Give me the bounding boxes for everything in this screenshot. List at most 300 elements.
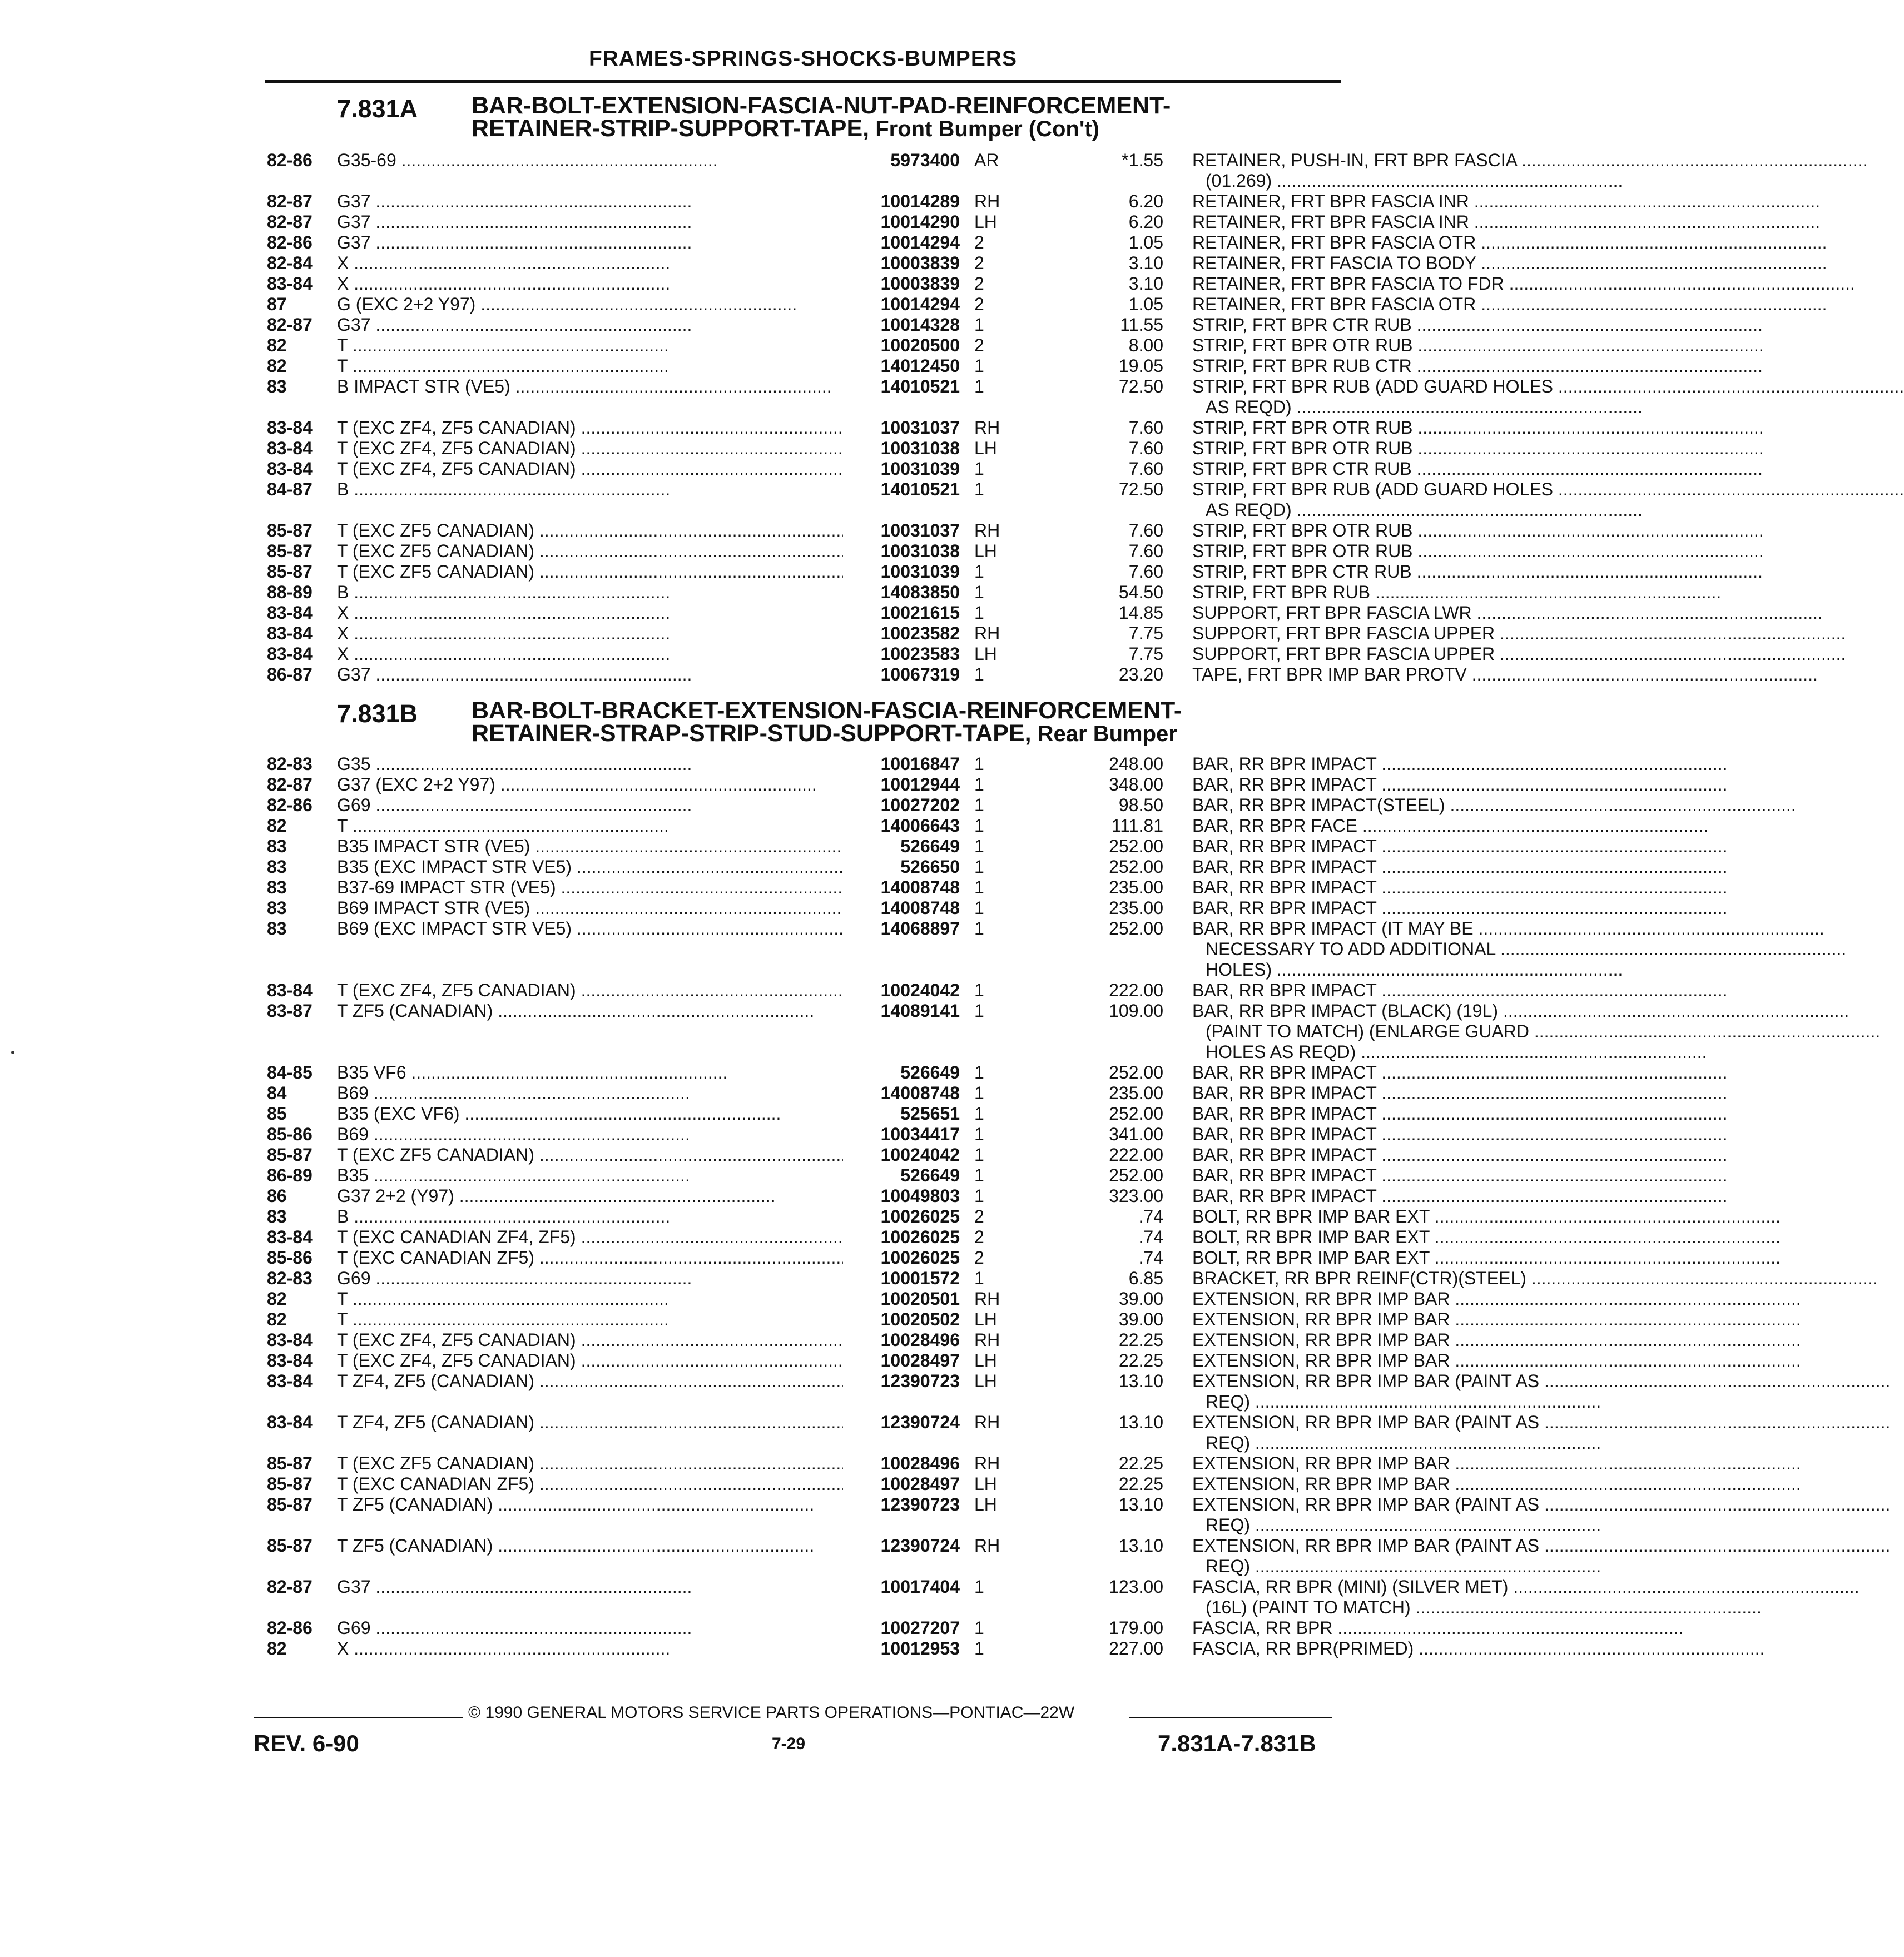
quantity: 1	[974, 754, 984, 774]
part-number: 12390723	[843, 1494, 960, 1515]
model-year: 82-86	[267, 150, 313, 170]
description	[1192, 1227, 1603, 1248]
model-code: T (EXC ZF4, ZF5 CANADIAN) .....	[337, 418, 898, 438]
model-code: T (EXC ZF5 CANADIAN) .....	[337, 562, 898, 582]
part-number: 10024042	[843, 1145, 960, 1165]
description-text: BAR, RR BPR IMPACT .....	[1192, 1062, 1603, 1083]
model-year: 86-89	[267, 1165, 313, 1185]
table-row	[265, 1268, 1526, 1289]
page-number: 7-29	[772, 1735, 806, 1753]
quantity: 1	[974, 1145, 984, 1165]
quantity: LH	[974, 1474, 997, 1494]
model-year: 85-87	[267, 520, 313, 540]
table-row	[265, 1309, 1450, 1330]
model-code: B37-69 IMPACT STR (VE5) .....	[337, 877, 898, 898]
part-number: 10067319	[843, 664, 960, 685]
quantity: LH	[974, 644, 997, 664]
table-row	[265, 459, 1412, 479]
part-number: 10031037	[843, 418, 960, 438]
model-year: 84	[267, 1083, 287, 1103]
model-code: X .....	[337, 1638, 898, 1659]
section-title	[472, 92, 1317, 142]
description	[1192, 479, 1603, 520]
quantity: 1	[974, 664, 984, 684]
description	[1192, 857, 1603, 877]
price: 13.10	[1118, 1536, 1163, 1556]
price: .74	[1138, 1248, 1163, 1268]
price: 111.81	[1111, 816, 1163, 836]
description-continuation: REQ) .....	[1192, 1515, 1603, 1536]
part-number: 10026025	[843, 1248, 960, 1268]
model-year: 82	[267, 356, 287, 376]
description-text: BAR, RR BPR IMPACT .....	[1192, 877, 1603, 898]
description-text: STRIP, FRT BPR CTR RUB .....	[1192, 315, 1603, 335]
description	[1192, 520, 1603, 541]
description	[1192, 562, 1603, 582]
quantity: 1	[974, 1638, 984, 1658]
table-row	[265, 816, 1357, 836]
description	[1192, 1124, 1603, 1145]
part-number: 10023583	[843, 644, 960, 664]
description	[1192, 795, 1603, 816]
parts-table-front	[265, 150, 1554, 685]
table-row	[265, 191, 1469, 212]
price: 13.10	[1118, 1371, 1163, 1391]
description	[1192, 980, 1603, 1001]
description	[1192, 582, 1603, 603]
quantity: 1	[974, 1083, 984, 1103]
model-code: T (EXC ZF5 CANADIAN) .....	[337, 1145, 898, 1165]
description-text: STRIP, FRT BPR OTR RUB .....	[1192, 520, 1603, 541]
description	[1192, 644, 1603, 664]
price: 323.00	[1109, 1186, 1163, 1206]
price: 123.00	[1109, 1577, 1163, 1597]
part-number: 14068897	[843, 918, 960, 939]
quantity: RH	[974, 1536, 1000, 1556]
model-year: 82	[267, 1309, 287, 1329]
model-year: 82-87	[267, 315, 313, 335]
table-row	[265, 1577, 1509, 1618]
part-number: 526649	[843, 836, 960, 857]
price: 11.55	[1120, 315, 1163, 335]
model-code: X .....	[337, 603, 898, 623]
quantity: 1	[974, 918, 984, 938]
model-code: B IMPACT STR (VE5) .....	[337, 376, 898, 397]
description-continuation: (01.269) .....	[1192, 171, 1603, 191]
table-row	[265, 1453, 1450, 1474]
price: 252.00	[1109, 1104, 1163, 1124]
quantity: 2	[974, 294, 984, 314]
quantity: 1	[974, 898, 984, 918]
description	[1192, 664, 1603, 685]
description-continuation: (PAINT TO MATCH) (ENLARGE GUARD .....	[1192, 1021, 1603, 1042]
quantity: RH	[974, 418, 1000, 438]
description-text: EXTENSION, RR BPR IMP BAR .....	[1192, 1309, 1603, 1330]
description-text: TAPE, FRT BPR IMP BAR PROTV .....	[1192, 664, 1603, 685]
description-text: STRIP, FRT BPR RUB .....	[1192, 582, 1603, 603]
description	[1192, 1104, 1603, 1124]
quantity: 1	[974, 315, 984, 335]
model-code: T (EXC ZF4, ZF5 CANADIAN) .....	[337, 980, 898, 1001]
description	[1192, 418, 1603, 438]
model-code: X .....	[337, 274, 898, 294]
model-year: 84-87	[267, 479, 313, 499]
model-code: T (EXC ZF4, ZF5 CANADIAN) .....	[337, 1330, 898, 1350]
part-number: 14006643	[843, 816, 960, 836]
description-text: BAR, RR BPR IMPACT .....	[1192, 1124, 1603, 1145]
price: 252.00	[1109, 918, 1163, 938]
quantity: 2	[974, 232, 984, 252]
table-row	[265, 857, 1377, 877]
description	[1192, 603, 1603, 623]
description-text: RETAINER, FRT BPR FASCIA OTR .....	[1192, 232, 1603, 253]
table-row	[265, 212, 1469, 232]
quantity: 1	[974, 603, 984, 623]
model-code: B35 VF6 .....	[337, 1062, 898, 1083]
price: *1.55	[1122, 150, 1163, 170]
quantity: RH	[974, 191, 1000, 211]
model-code: T .....	[337, 356, 898, 376]
table-row	[265, 1330, 1450, 1350]
price: 222.00	[1109, 1145, 1163, 1165]
price: 227.00	[1109, 1638, 1163, 1658]
model-year: 83-84	[267, 274, 313, 294]
model-code: T .....	[337, 1289, 898, 1309]
model-code: B69 (EXC IMPACT STR VE5) .....	[337, 918, 898, 939]
description	[1192, 459, 1603, 479]
description-text: EXTENSION, RR BPR IMP BAR (PAINT AS .....	[1192, 1494, 1603, 1515]
table-row	[265, 1474, 1450, 1494]
footer-rule-left	[254, 1717, 463, 1718]
model-year: 83	[267, 898, 287, 918]
quantity: LH	[974, 1309, 997, 1329]
part-number: 10024042	[843, 980, 960, 1001]
table-row	[265, 150, 1517, 191]
part-number: 10014328	[843, 315, 960, 335]
description-text: RETAINER, FRT BPR FASCIA TO FDR .....	[1192, 274, 1603, 294]
price: 235.00	[1109, 877, 1163, 897]
model-year: 83-84	[267, 1227, 313, 1247]
model-code: B35 (EXC VF6) .....	[337, 1104, 898, 1124]
model-year: 83	[267, 376, 287, 396]
model-year: 85-87	[267, 1536, 313, 1556]
table-row	[265, 1124, 1377, 1145]
quantity: 2	[974, 335, 984, 355]
description-text: EXTENSION, RR BPR IMP BAR (PAINT AS .....	[1192, 1371, 1603, 1392]
part-number: 10034417	[843, 1124, 960, 1145]
model-year: 83	[267, 836, 287, 856]
table-row	[265, 1062, 1377, 1083]
part-number: 14008748	[843, 877, 960, 898]
table-row	[265, 1371, 1540, 1412]
model-year: 83	[267, 1206, 287, 1226]
description-text: STRIP, FRT BPR RUB CTR .....	[1192, 356, 1603, 376]
table-row	[265, 898, 1377, 918]
model-year: 85-87	[267, 1474, 313, 1494]
part-number: 10020502	[843, 1309, 960, 1330]
model-code: X .....	[337, 644, 898, 664]
table-row	[265, 1618, 1341, 1638]
quantity: 1	[974, 562, 984, 582]
part-number: 10027207	[843, 1618, 960, 1638]
part-number: 14089141	[843, 1001, 960, 1021]
quantity: 1	[974, 479, 984, 499]
description	[1192, 232, 1603, 253]
model-year: 83-84	[267, 1330, 313, 1350]
table-row	[265, 232, 1476, 253]
price: 7.60	[1128, 562, 1163, 582]
price: 72.50	[1118, 479, 1163, 499]
model-year: 82-86	[267, 795, 313, 815]
price: 1.05	[1128, 294, 1163, 314]
description	[1192, 1165, 1603, 1186]
section-number: 7.831B	[337, 699, 418, 728]
model-code: G35 .....	[337, 754, 898, 774]
model-code: T (EXC ZF4, ZF5 CANADIAN) .....	[337, 459, 898, 479]
description	[1192, 1350, 1603, 1371]
section-number: 7.831A	[337, 95, 418, 123]
model-code: B .....	[337, 582, 898, 603]
quantity: RH	[974, 520, 1000, 540]
model-code: G37 .....	[337, 664, 898, 685]
model-code: T (EXC ZF4, ZF5 CANADIAN) .....	[337, 1350, 898, 1371]
model-code: G (EXC 2+2 Y97) .....	[337, 294, 898, 315]
table-row	[265, 1186, 1377, 1206]
model-code: G35-69 .....	[337, 150, 898, 171]
description	[1192, 438, 1603, 459]
description-text: BRACKET, RR BPR REINF(CTR)(STEEL) .....	[1192, 1268, 1603, 1289]
model-year: 85-87	[267, 1494, 313, 1514]
model-year: 83-84	[267, 459, 313, 479]
part-number: 12390724	[843, 1412, 960, 1433]
part-number: 10001572	[843, 1268, 960, 1289]
description-text: BOLT, RR BPR IMP BAR EXT .....	[1192, 1206, 1603, 1227]
description-continuation: HOLES) .....	[1192, 960, 1603, 980]
table-row	[265, 1494, 1540, 1536]
model-code: G37 .....	[337, 1577, 898, 1597]
description-text: BAR, RR BPR IMPACT .....	[1192, 754, 1603, 774]
table-row	[265, 754, 1377, 774]
quantity: 1	[974, 1577, 984, 1597]
quantity: 1	[974, 877, 984, 897]
price: 13.10	[1118, 1494, 1163, 1514]
description	[1192, 356, 1603, 376]
price: 248.00	[1109, 754, 1163, 774]
part-number: 10021615	[843, 603, 960, 623]
part-number: 526650	[843, 857, 960, 877]
model-code: B35 (EXC IMPACT STR VE5) .....	[337, 857, 898, 877]
price: .74	[1138, 1227, 1163, 1247]
table-row	[265, 1289, 1450, 1309]
price: 252.00	[1109, 1165, 1163, 1185]
model-year: 82-83	[267, 1268, 313, 1288]
part-number: 10003839	[843, 274, 960, 294]
description-text: BAR, RR BPR IMPACT .....	[1192, 857, 1603, 877]
model-code: T ZF4, ZF5 (CANADIAN) .....	[337, 1412, 898, 1433]
model-code: T (EXC CANADIAN ZF4, ZF5) .....	[337, 1227, 898, 1248]
part-number: 10023582	[843, 623, 960, 644]
price: 7.60	[1128, 418, 1163, 438]
part-number: 14010521	[843, 479, 960, 500]
price: 72.50	[1118, 376, 1163, 396]
description	[1192, 315, 1603, 335]
quantity: 1	[974, 376, 984, 396]
model-year: 86-87	[267, 664, 313, 684]
description-text: STRIP, FRT BPR OTR RUB .....	[1192, 541, 1603, 562]
price: 6.20	[1128, 212, 1163, 232]
model-year: 83-84	[267, 644, 313, 664]
quantity: 2	[974, 1248, 984, 1268]
model-code: B69 .....	[337, 1124, 898, 1145]
model-code: B35 IMPACT STR (VE5) .....	[337, 836, 898, 857]
quantity: RH	[974, 623, 1000, 643]
description-text: STRIP, FRT BPR CTR RUB .....	[1192, 459, 1603, 479]
price: 7.75	[1128, 623, 1163, 643]
description	[1192, 1474, 1603, 1494]
description-text: BAR, RR BPR FACE .....	[1192, 816, 1603, 836]
description	[1192, 1001, 1603, 1062]
description	[1192, 754, 1603, 774]
description	[1192, 1083, 1603, 1104]
model-year: 83	[267, 877, 287, 897]
model-year: 85	[267, 1104, 287, 1124]
price: 14.85	[1118, 603, 1163, 623]
model-code: B .....	[337, 479, 898, 500]
model-year: 83-84	[267, 438, 313, 458]
model-code: T (EXC ZF4, ZF5 CANADIAN) .....	[337, 438, 898, 459]
price: 22.25	[1118, 1453, 1163, 1473]
table-row	[265, 541, 1413, 562]
model-year: 82-87	[267, 191, 313, 211]
description-text: EXTENSION, RR BPR IMP BAR .....	[1192, 1453, 1603, 1474]
model-year: 82	[267, 335, 287, 355]
model-year: 85-87	[267, 562, 313, 582]
description	[1192, 191, 1603, 212]
table-row	[265, 356, 1412, 376]
model-year: 83-84	[267, 623, 313, 643]
description	[1192, 376, 1603, 418]
description	[1192, 1618, 1603, 1638]
description-continuation: NECESSARY TO ADD ADDITIONAL .....	[1192, 939, 1603, 960]
description-text: STRIP, FRT BPR OTR RUB .....	[1192, 438, 1603, 459]
price: 22.25	[1118, 1474, 1163, 1494]
description-text: BAR, RR BPR IMPACT .....	[1192, 1145, 1603, 1165]
description	[1192, 1186, 1603, 1206]
model-code: T ZF5 (CANADIAN) .....	[337, 1494, 898, 1515]
model-code: G37 .....	[337, 315, 898, 335]
part-number: 10031038	[843, 438, 960, 459]
price: 6.20	[1128, 191, 1163, 211]
footer-copyright: © 1990 GENERAL MOTORS SERVICE PARTS OPERATIONS—PONTIAC—22W	[468, 1703, 1075, 1722]
description-text: BAR, RR BPR IMPACT(STEEL) .....	[1192, 795, 1603, 816]
section-title-line1: BAR-BOLT-EXTENSION-FASCIA-NUT-PAD-REINFORCEMENT-	[472, 92, 1171, 119]
description	[1192, 1289, 1603, 1309]
model-year: 83	[267, 857, 287, 877]
table-row	[265, 294, 1476, 315]
table-row	[265, 1001, 1529, 1062]
table-row	[265, 1104, 1377, 1124]
description-text: BAR, RR BPR IMPACT .....	[1192, 836, 1603, 857]
quantity: RH	[974, 1412, 1000, 1432]
section-title-line2-text: RETAINER-STRIP-SUPPORT-TAPE,	[472, 115, 870, 142]
table-row	[265, 274, 1504, 294]
table-row	[265, 376, 1554, 418]
price: 7.60	[1128, 438, 1163, 458]
quantity: LH	[974, 1371, 997, 1391]
description	[1192, 877, 1603, 898]
description	[1192, 1494, 1603, 1536]
price: 1.05	[1128, 232, 1163, 252]
table-row	[265, 335, 1413, 356]
description	[1192, 212, 1603, 232]
quantity: 1	[974, 1104, 984, 1124]
description	[1192, 1536, 1603, 1577]
table-row	[265, 253, 1476, 274]
description	[1192, 1330, 1603, 1350]
part-number: 10031039	[843, 459, 960, 479]
model-code: G37 .....	[337, 212, 898, 232]
price: 235.00	[1109, 898, 1163, 918]
part-number: 14083850	[843, 582, 960, 603]
model-year: 82-83	[267, 754, 313, 774]
description	[1192, 836, 1603, 857]
description-text: FASCIA, RR BPR (MINI) (SILVER MET) .....	[1192, 1577, 1603, 1597]
model-year: 83-84	[267, 1350, 313, 1370]
quantity: 1	[974, 816, 984, 836]
section-range: 7.831A-7.831B	[1158, 1730, 1316, 1756]
description-continuation: REQ) .....	[1192, 1392, 1603, 1412]
model-year: 87	[267, 294, 287, 314]
model-year: 82-87	[267, 1577, 313, 1597]
table-row	[265, 1350, 1450, 1371]
description-text: STRIP, FRT BPR CTR RUB .....	[1192, 562, 1603, 582]
description	[1192, 274, 1603, 294]
table-row	[265, 1638, 1414, 1659]
part-number: 5973400	[843, 150, 960, 171]
quantity: 1	[974, 1618, 984, 1638]
table-row	[265, 836, 1377, 857]
quantity: 1	[974, 1165, 984, 1185]
description	[1192, 1577, 1603, 1618]
part-number: 10012953	[843, 1638, 960, 1659]
description	[1192, 541, 1603, 562]
price: 109.00	[1109, 1001, 1163, 1021]
model-code: G69 .....	[337, 1268, 898, 1289]
table-row	[265, 1412, 1540, 1453]
price: 179.00	[1109, 1618, 1163, 1638]
part-number: 10028496	[843, 1453, 960, 1474]
description-text: STRIP, FRT BPR RUB (ADD GUARD HOLES .....	[1192, 376, 1603, 397]
part-number: 10028497	[843, 1474, 960, 1494]
price: 22.25	[1118, 1330, 1163, 1350]
part-number: 10020500	[843, 335, 960, 356]
price: .74	[1138, 1206, 1163, 1226]
price: 54.50	[1118, 582, 1163, 602]
quantity: 1	[974, 1062, 984, 1082]
description-text: STRIP, FRT BPR RUB (ADD GUARD HOLES .....	[1192, 479, 1603, 500]
section-title-line2	[472, 722, 1317, 746]
description	[1192, 918, 1603, 980]
price: 252.00	[1109, 857, 1163, 877]
model-year: 83-84	[267, 980, 313, 1000]
quantity: 1	[974, 1186, 984, 1206]
model-code: X .....	[337, 253, 898, 274]
model-code: G37 2+2 (Y97) .....	[337, 1186, 898, 1206]
quantity: 2	[974, 274, 984, 294]
table-row	[265, 1165, 1377, 1186]
quantity: 1	[974, 774, 984, 794]
description-text: SUPPORT, FRT BPR FASCIA UPPER .....	[1192, 623, 1603, 644]
